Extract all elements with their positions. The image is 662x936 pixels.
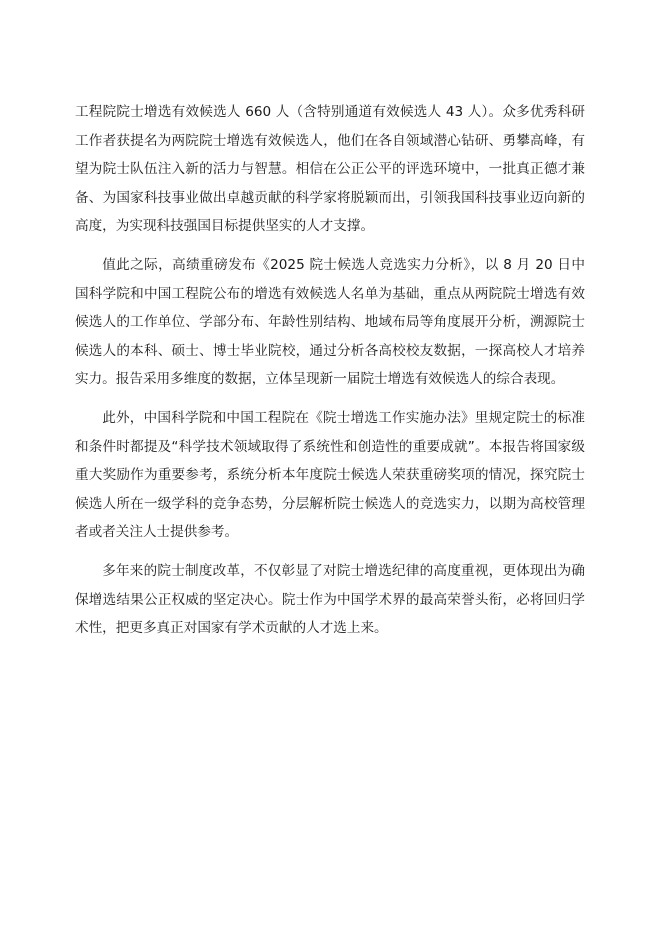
document-body (75, 98, 585, 653)
paragraph-3: 此外，中国科学院和中国工程院在《院士增选工作实施办法》里规定院士的标准和条件时都提及“科学技术领域取得了系统性和创造性的重要成就”。本报告将国家级重大奖励作为重要参考，系统分析本年度院士候选人荣获重磅奖项的情况，探究院士候选人所在一级学科的竞争态势，分层解析院士候选人的竞选实力，以期为高校管理者或者关注人士提供参考。 (75, 409, 585, 541)
paragraph-2: 值此之际，高绩重磅发布《2025 院士候选人竞选实力分析》，以 8 月 20 日中国科学院和中国工程院公布的增选有效候选人名单为基础，重点从两院院士增选有效候选人的工作单位、学部分布、年龄性别结构、地域布局等角度展开分析，溯源院士候选人的本科、硕士、博士毕业院校，通过分析各高校校友数据，一探高校人才培养实力。报告采用多维度的数据，立体呈现新一届院士增选有效候选人的综合表现。 (75, 256, 585, 388)
paragraph-4: 多年来的院士制度改革，不仅彰显了对院士增选纪律的高度重视，更体现出为确保增选结果公正权威的坚定决心。院士作为中国学术界的最高荣誉头衔，必将回归学术性，把更多真正对国家有学术贡献的人才选上来。 (75, 562, 585, 637)
paragraph-1: 工程院院士增选有效候选人 660 人（含特别通道有效候选人 43 人）。众多优秀科研工作者获提名为两院院士增选有效候选人，他们在各自领域潜心钻研、勇攀高峰，有望为院士队伍注入新的活力与智慧。相信在公正公平的评选环境中，一批真正德才兼备、为国家科技事业做出卓越贡献的科学家将脱颖而出，引领我国科技事业迈向新的高度，为实现科技强国目标提供坚实的人才支撑。 (75, 104, 585, 235)
